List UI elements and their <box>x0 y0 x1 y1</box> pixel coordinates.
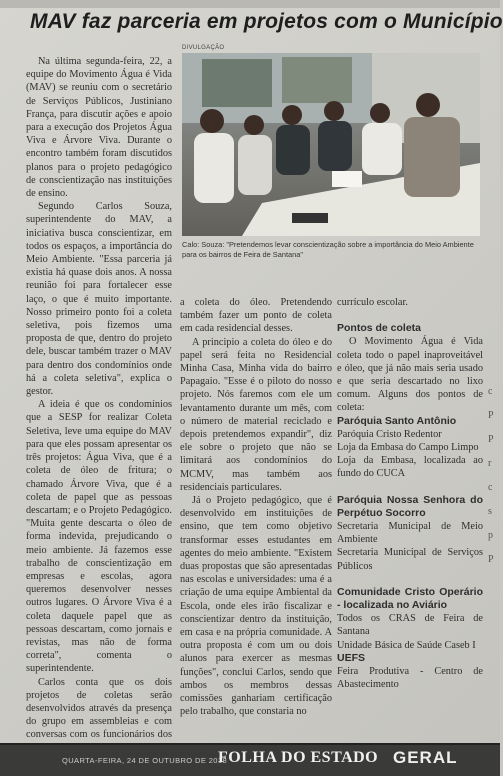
collection-point-item: Feira Produtiva - Centro de Abastecimento <box>337 666 483 691</box>
fragment-letter: p <box>488 530 493 541</box>
paragraph: Já o Projeto pedagógico, que é desenvolvido em instituições de ensino, que tem como objetivo transformar esses estudantes em agentes do meio ambiente. "Existem duas propostas que são apresentadas nas escolas e universidades: uma é a criação de uma equipe Ambiental da Escola, onde eles irão fiscalizar e conscientizar dentro da instituição, em casa e na própria comunidade. A outra proposta é com um ou dois alunos para exercer as mesmas funções", conclui Carlos, sendo que ambos os membros dessas comissões ganhariam certificação pelo trabalho, que constaria no <box>180 495 332 718</box>
photo-caption: Calo: Souza: "Pretendemos levar conscientização sobre a importância do Meio Ambiente para os bairros de Feira de Santana" <box>182 240 474 259</box>
collection-point-item: Paróquia Cristo Redentor <box>337 428 442 440</box>
meeting-photo <box>182 53 480 236</box>
collection-point-item: Loja da Embasa, localizada ao fundo do CUCA <box>337 455 483 480</box>
paragraph: currículo escolar. <box>337 297 408 308</box>
paragraph: Carlos conta que os dois projetos de coletas serão desenvolvidos através da presença do grupo em assembleias e com conversas com os funcionários dos <box>26 676 172 741</box>
paragraph: a coleta do óleo. Pretendendo também fazer um ponto de coleta em cada residencial desses. <box>180 297 332 335</box>
fragment-letter: s <box>488 506 492 517</box>
meeting-photo-illustration <box>182 53 480 236</box>
article-headline: MAV faz parceria em projetos com o Município <box>30 10 503 33</box>
collection-point-item: Secretaria Municipal de Meio Ambiente <box>337 521 483 546</box>
paragraph: O Movimento Água é Vida coleta todo o papel inaproveitável e óleo, que já não mais seria usado e que seria descartado no lixo comum. Alguns dos pontos de coleta: <box>337 336 483 414</box>
fragment-letter: P <box>488 434 494 445</box>
article-column-1 <box>26 55 172 741</box>
article-column-2 <box>180 296 332 726</box>
subheading-pontos-de-coleta: Pontos de coleta <box>337 322 422 335</box>
collection-point-item: Loja da Embasa do Campo Limpo <box>337 442 479 454</box>
fragment-letter: P <box>488 554 494 565</box>
article-column-3 <box>337 296 483 726</box>
paragraph: Segundo Carlos Souza, superintendente do MAV, a iniciativa busca conscientizar, em todos os espaços, a importância do Meio Ambiente. "Essa parceria já existia há quase dois anos. A nossa reunião foi para fortalecer esse laço, o que é muito importante. Nosso primeiro ponto foi a coleta seletiva, pois fizemos uma proposta de que, dentro do projeto dele, buscar também trazer o MAV para dentro dos condomínios onde há a coleta seletiva", explica o gestor. <box>26 201 172 398</box>
fragment-letter: c <box>488 386 493 397</box>
collection-point-title: Paróquia Santo Antônio <box>337 414 457 427</box>
paragraph: Na última segunda-feira, 22, a equipe do Movimento Água é Vida (MAV) se reuniu com o secretário de Serviços Públicos, Justiniano França, para discutir ações e apoio para a execução dos Projetos Água Viva e Árvore Viva. Durante o encontro também foram discutidos planos para o projeto pedagógico de conscientização nas instituições de ensino. <box>26 56 172 200</box>
collection-point-item: Secretaria Municipal de Serviços Públicos <box>337 547 483 572</box>
collection-point-title: Paróquia Nossa Senhora do Perpétuo Socorro <box>337 493 483 519</box>
collection-point-title: UEFS <box>337 651 366 664</box>
newspaper-name: FOLHA DO ESTADO <box>218 749 379 766</box>
photo-credit: DIVULGAÇÃO <box>182 45 225 51</box>
page-footer <box>0 743 500 776</box>
collection-point-item: Unidade Básica de Saúde Caseb I <box>337 639 476 651</box>
paragraph: A principio a coleta do óleo e do papel será feita no Residencial Minha Casa, Minha vida do bairro Papagaio. "Esse é o piloto do nosso projeto. Nós faremos com ele um levantamento durante um mês, com o número de material reciclado e depois pretendemos expandir", diz ele sobre o projeto que não se limitará aos condomínios do MCMV, mas também aos residenciais particulares. <box>180 336 332 493</box>
section-name: GERAL <box>393 748 458 767</box>
fragment-letter: r <box>488 458 492 469</box>
collection-point-item: Todos os CRAS de Feira de Santana <box>337 613 483 638</box>
collection-point-title: Comunidade Cristo Operário - localizada no Aviário <box>337 585 483 612</box>
paragraph: A ideia é que os condomínios que a SESP for realizar Coleta Seletiva, leve uma equipe do MAV para que eles possam apresentar os três projetos: Água Viva, que é a coleta de óleo de fritura; o chamado Árvore Viva, que é a coleta de papel que as pessoas descartam; e o Projeto Pedagógico. "Muita gente descarta o óleo de forma indevida, prejudicando o meio ambiente. Já fazemos esse trabalho de conscientização em empresas e escolas, agora queremos desenvolver nesses outros lugares. O Árvore Viva é a coleta daquele papel que as pessoas descartam, como jornais e revistas, mas não de forma correta", comenta o superintendente. <box>26 399 172 675</box>
fragment-letter: c <box>488 482 493 493</box>
fragment-letter: P <box>488 410 494 421</box>
footer-date: QUARTA-FEIRA, 24 DE OUTUBRO DE 2018 <box>62 756 228 765</box>
footer-rule <box>0 743 500 745</box>
top-strip <box>0 0 500 8</box>
adjacent-column-fragment <box>488 380 500 720</box>
